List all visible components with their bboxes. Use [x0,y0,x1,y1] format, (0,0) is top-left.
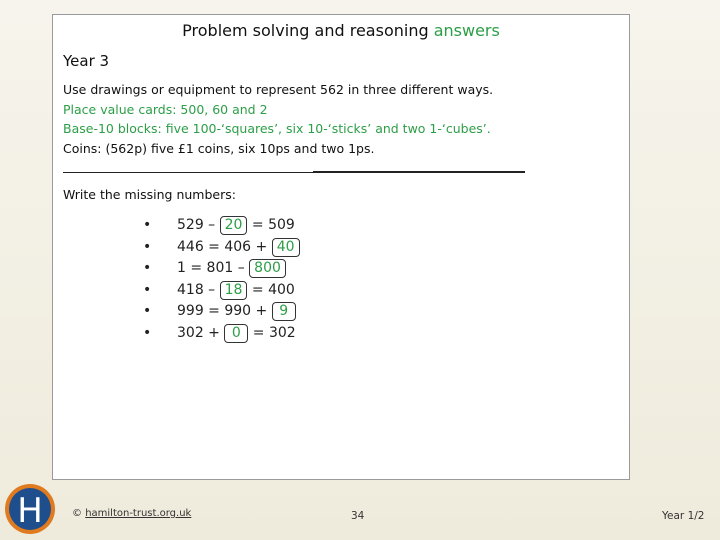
task-answer-3: Coins: (562p) five £1 coins, six 10ps and two 1ps. [63,140,375,156]
equation-row [143,301,300,323]
equation-text: = 509 [247,217,295,233]
year-heading: Year 3 [63,52,110,70]
bullet: • [143,260,152,276]
task-answer-1: Place value cards: 500, 60 and 2 [63,101,268,117]
equation-row [143,215,300,237]
task-answer-2: Base-10 blocks: five 100-‘squares’, six 10-‘sticks’ and two 1-‘cubes’. [63,121,491,136]
year-tag: Year 1/2 [662,510,705,522]
page-number: 34 [351,510,365,522]
answer-box: 40 [272,238,300,257]
equation-text: = 400 [247,281,295,298]
title-main: Problem solving and reasoning [182,21,429,40]
equation-text: = 302 [248,324,296,341]
equation-text: 446 = 406 + [177,238,272,255]
missing-numbers-prompt: Write the missing numbers: [63,187,236,202]
bullet: • [143,217,152,233]
answer-box: 20 [220,216,248,235]
logo-letter: H [17,491,43,531]
hamilton-logo-icon [4,482,56,536]
task-question: Use drawings or equipment to represent 562 in three different ways. [63,82,494,97]
answer-box: 18 [220,281,248,300]
copyright-symbol: © [72,508,82,519]
equation-row [143,237,300,259]
answer-box: 800 [249,259,286,278]
equation-text: 1 = 801 – [177,260,250,276]
equation-text: 999 = 990 + [177,303,272,319]
equation-row [143,280,300,302]
divider-right [313,171,525,173]
bullet: • [143,303,152,319]
bullet: • [143,238,152,255]
equation-text: 529 – [177,217,220,233]
footer-copyright [72,508,191,519]
equation-row [143,258,300,280]
bullet: • [143,281,152,298]
task-block [63,80,493,158]
bullet: • [143,324,152,341]
page-title [53,21,629,40]
worksheet-page [52,14,630,480]
title-highlight: answers [433,21,500,40]
answer-box: 9 [272,302,296,321]
equation-list [143,215,300,344]
divider-left [63,172,313,173]
answer-box: 0 [224,324,248,343]
website-link[interactable]: hamilton-trust.org.uk [85,508,192,519]
equation-text: 302 + [177,324,225,341]
equation-text: 418 – [177,281,220,298]
equation-row [143,323,300,345]
